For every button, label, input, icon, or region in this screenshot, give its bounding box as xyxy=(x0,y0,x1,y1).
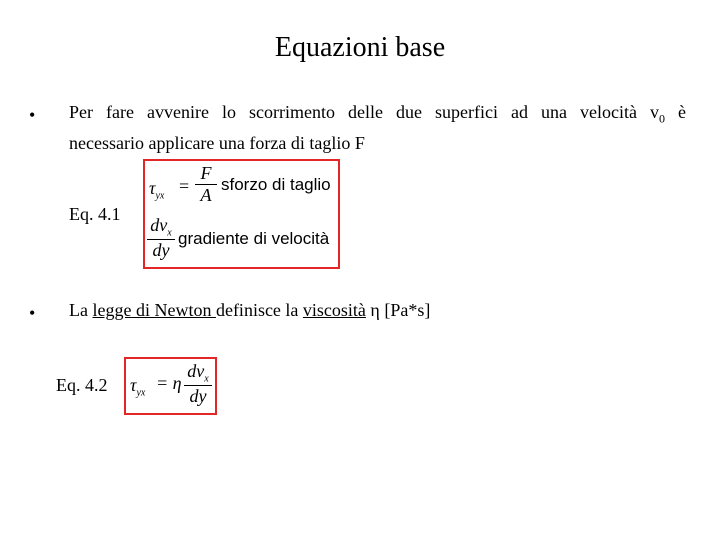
velocity-subscript: 0 xyxy=(658,111,665,126)
eq2-tau: $\tau_{yx}$ xyxy=(130,375,146,399)
eq1-fraction-dv-over-dy xyxy=(147,215,175,261)
eq2-dv: $dv_x$ xyxy=(187,361,209,385)
eq1-tau: $\tau_{yx}$ xyxy=(149,178,165,202)
viscosity-link[interactable]: viscosità xyxy=(302,300,366,320)
eq2-dy: dy xyxy=(189,385,207,406)
bullet-2-text-c: η [Pa*s] xyxy=(365,300,431,320)
bullet-1-line1 xyxy=(69,100,686,131)
bullet-1-line1-end: è xyxy=(664,102,686,122)
bullet-2-text-a: La xyxy=(69,300,93,320)
bullet-1-text xyxy=(69,100,686,155)
newton-law-link[interactable]: legge di Newton xyxy=(92,300,216,320)
eq1-dv: $dv_x$ xyxy=(150,215,172,239)
eq2-equals-eta: = η xyxy=(156,373,182,393)
eq2-fraction-dv-over-dy xyxy=(184,361,212,407)
eq1-note-shear-stress: sforzo di taglio xyxy=(221,175,331,194)
eq1-numerator: F xyxy=(200,163,212,183)
eq-4-2-label: Eq. 4.2 xyxy=(56,375,108,395)
eq-4-1-box xyxy=(143,159,340,269)
bullet-1-line2: necessario applicare una forza di taglio F xyxy=(69,132,365,153)
bullet-1-line1-text: Per fare avvenire lo scorrimento delle due superfici ad una velocità v xyxy=(69,102,659,122)
eq1-equals: = xyxy=(179,176,190,196)
eq-4-1-label: Eq. 4.1 xyxy=(69,204,121,224)
eq-4-2-box xyxy=(124,357,217,415)
bullet-2-text-b: definisce la xyxy=(215,300,303,320)
eq1-dy: dy xyxy=(152,239,170,260)
bullet-2-marker: • xyxy=(29,303,36,323)
eq1-fraction-f-over-a xyxy=(195,163,217,206)
slide-title: Equazioni base xyxy=(274,32,446,63)
bullet-1-marker: • xyxy=(29,105,36,125)
bullet-2-text xyxy=(69,298,686,322)
eq1-note-velocity-gradient: gradiente di velocità xyxy=(178,229,330,248)
eq1-denominator: A xyxy=(200,185,212,205)
